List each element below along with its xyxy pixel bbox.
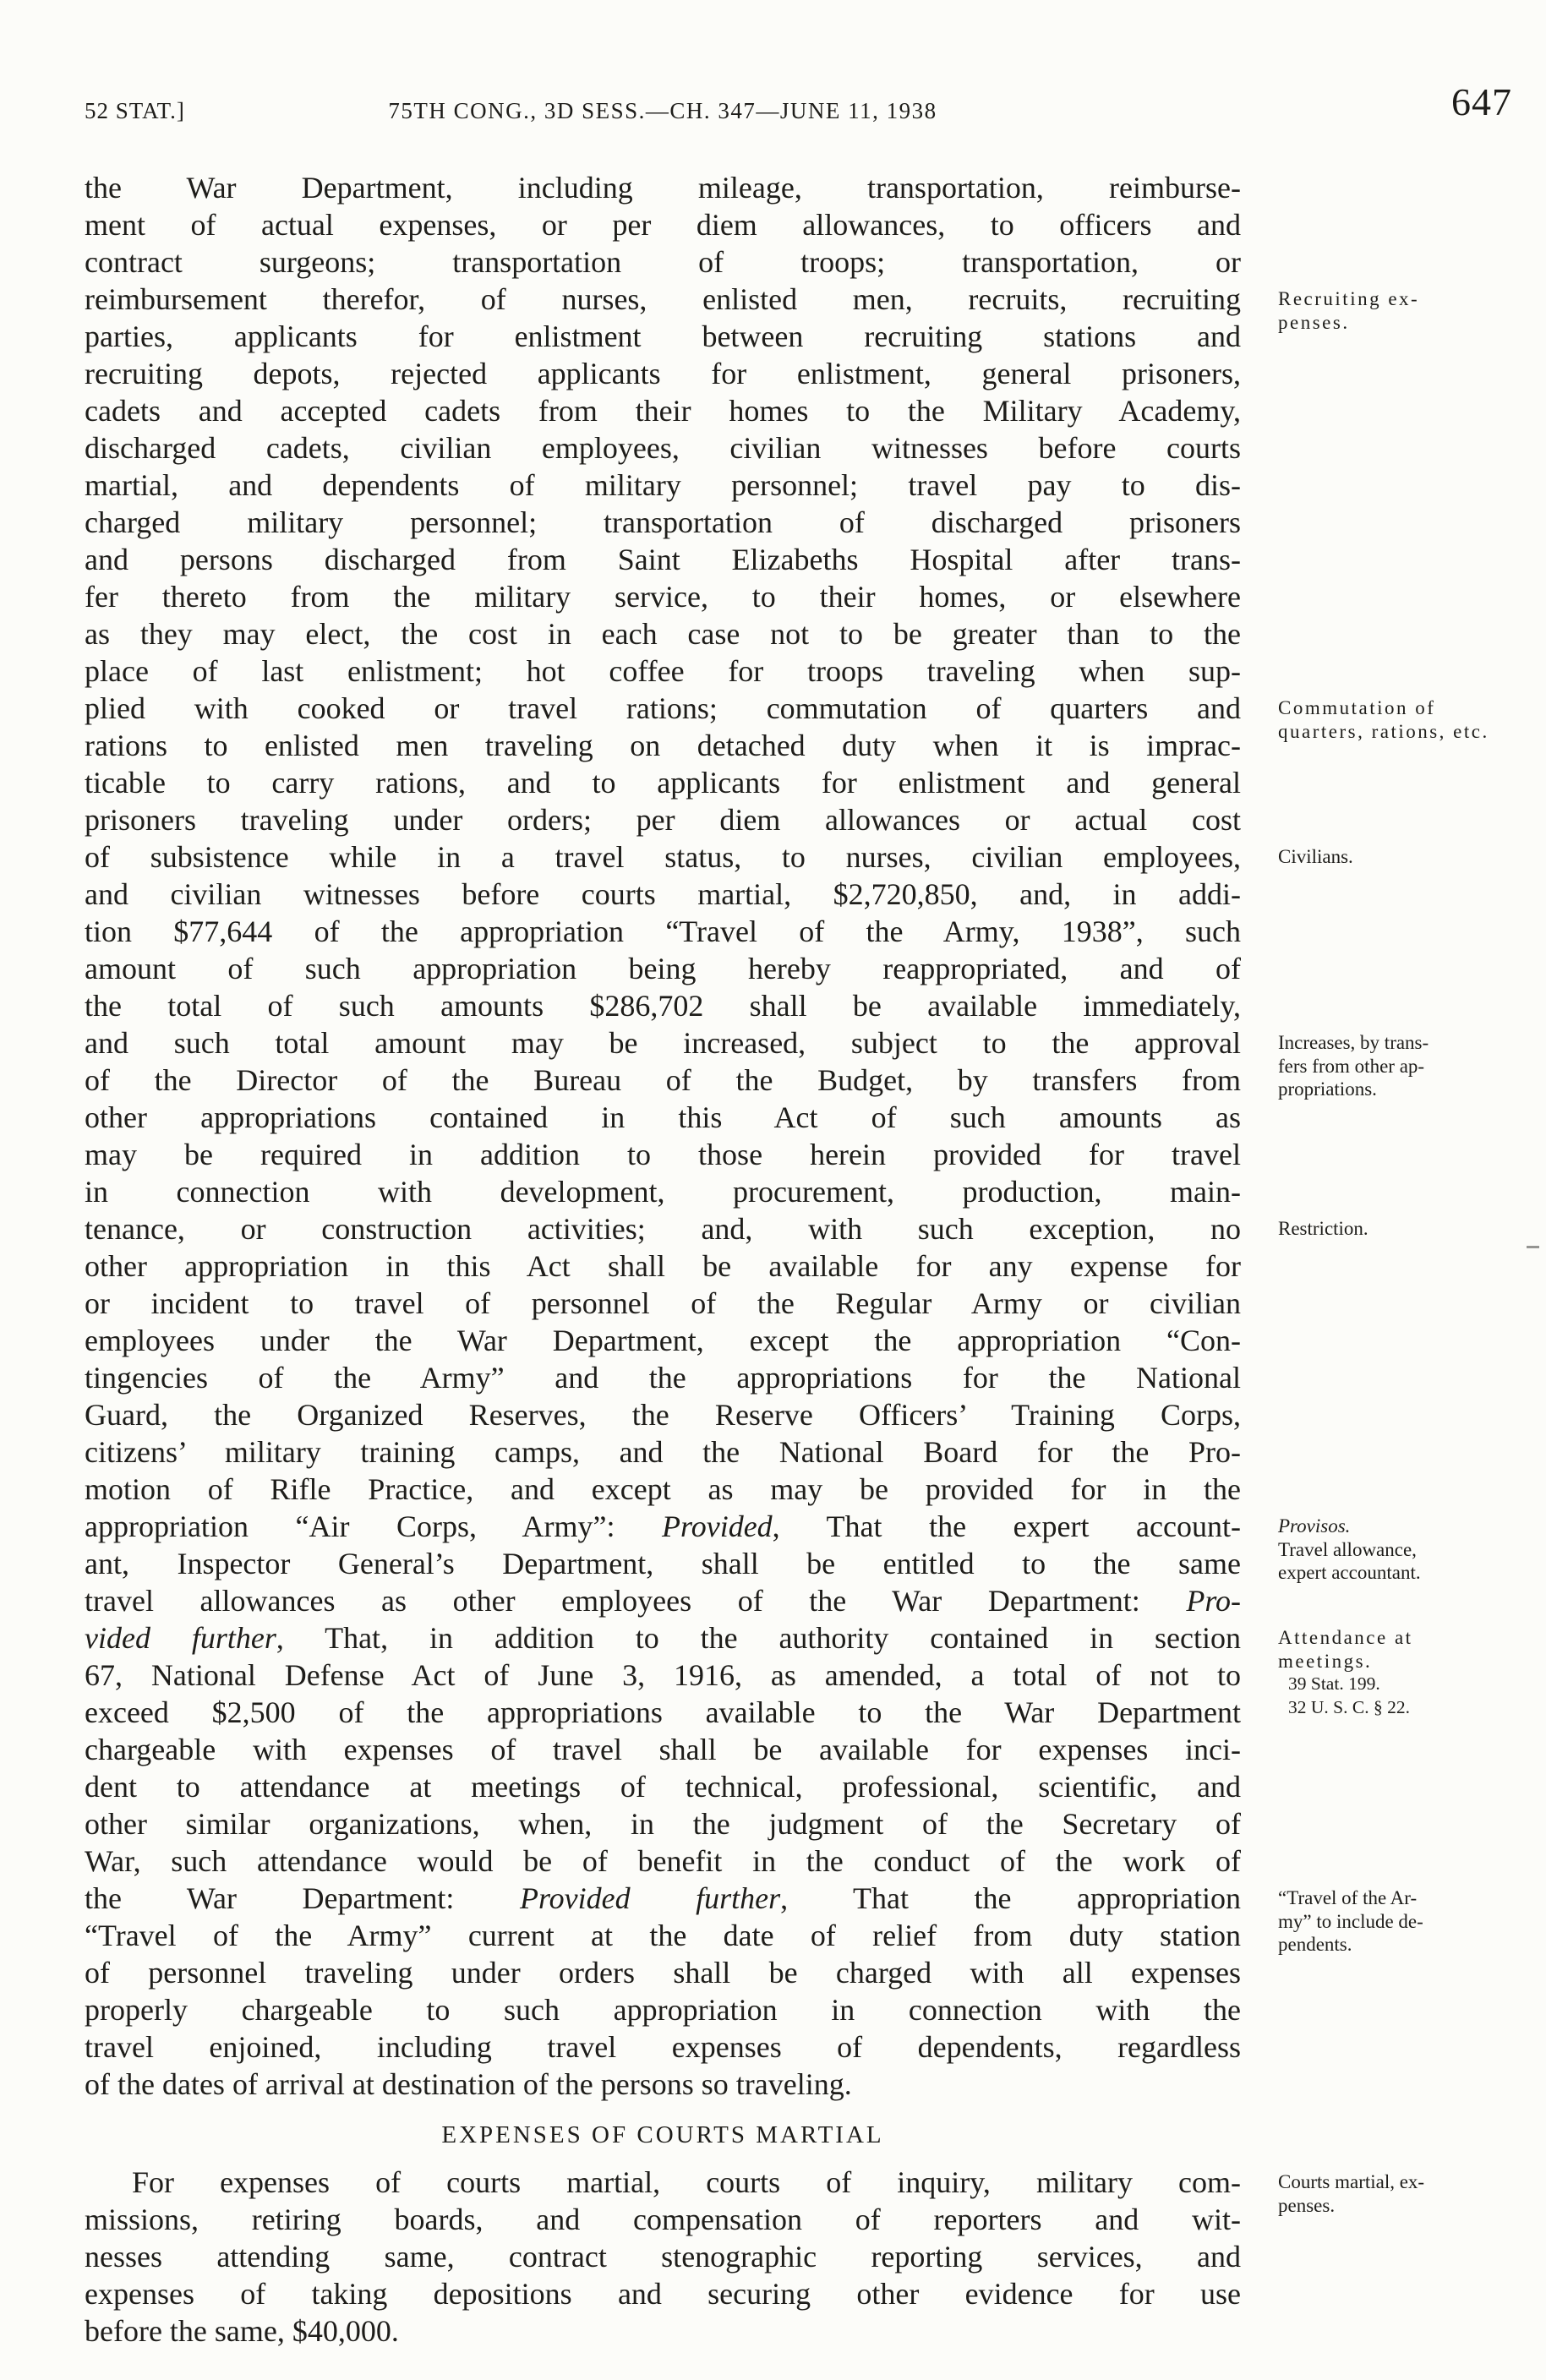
body-line: contract surgeons; transportation of troops; transportation, or (85, 245, 1241, 279)
body-line: reimbursement therefor, of nurses, enlisted men, recruits, recruiting (85, 282, 1241, 316)
body-line: missions, retiring boards, and compensation of reporters and wit- (85, 2203, 1241, 2236)
body-line: plied with cooked or travel rations; commutation of quarters and (85, 691, 1241, 725)
body-line: the War Department: Provided further, That the appropriation (85, 1881, 1241, 1915)
margin-note-line: expert accountant. (1278, 1562, 1421, 1583)
margin-note (1278, 1031, 1533, 1101)
body-line: of subsistence while in a travel status, to nurses, civilian employees, (85, 840, 1241, 874)
body-line: the War Department, including mileage, transportation, reimburse- (85, 171, 1241, 205)
body-line: tingencies of the Army” and the appropriations for the National (85, 1361, 1241, 1395)
body-line: chargeable with expenses of travel shall be available for expenses inci- (85, 1733, 1241, 1766)
margin-note-line: quarters, rations, etc. (1278, 720, 1489, 742)
body-line: motion of Rifle Practice, and except as may be provided for in the (85, 1472, 1241, 1506)
running-header (0, 80, 1546, 135)
body-line: amount of such appropriation being hereby reappropriated, and of (85, 952, 1241, 985)
scan-artifact-mark (1527, 1246, 1539, 1248)
body-line: before the same, $40,000. (85, 2314, 399, 2348)
stat-volume-label: 52 STAT.] (85, 98, 185, 123)
margin-note (1278, 2170, 1533, 2217)
body-line: ant, Inspector General’s Department, shall be entitled to the same (85, 1547, 1241, 1580)
body-line: other similar organizations, when, in the judgment of the Secretary of (85, 1807, 1241, 1841)
margin-note-line: Increases, by trans- (1278, 1032, 1429, 1053)
body-line: prisoners traveling under orders; per diem allowances or actual cost (85, 803, 1241, 837)
margin-note (1278, 845, 1533, 869)
margin-note-line: Attendance at (1278, 1627, 1413, 1648)
body-line: exceed $2,500 of the appropriations available to the War Department (85, 1695, 1241, 1729)
body-line: appropriation “Air Corps, Army”: Provided, That the expert account- (85, 1509, 1241, 1543)
margin-note-line: Civilians. (1278, 846, 1353, 867)
section-heading: EXPENSES OF COURTS MARTIAL (441, 2121, 884, 2148)
body-line: employees under the War Department, except the appropriation “Con- (85, 1324, 1241, 1357)
body-line: other appropriation in this Act shall be available for any expense for (85, 1249, 1241, 1283)
body-line: recruiting depots, rejected applicants for enlistment, general prisoners, (85, 357, 1241, 390)
body-line: rations to enlisted men traveling on detached duty when it is imprac- (85, 729, 1241, 762)
page-content (0, 169, 1546, 2350)
body-line: travel allowances as other employees of the War Department: Pro- (85, 1584, 1241, 1618)
body-line: For expenses of courts martial, courts of inquiry, military com- (132, 2165, 1241, 2199)
body-line: vided further, That, in addition to the authority contained in section (85, 1621, 1241, 1655)
body-line: other appropriations contained in this Act of such amounts as (85, 1100, 1241, 1134)
margin-note-line: Restriction. (1278, 1218, 1368, 1239)
margin-notes (1278, 169, 1533, 2350)
body-text (85, 169, 1241, 2350)
body-line: as they may elect, the cost in each case not to be greater than to the (85, 617, 1241, 651)
margin-note-line: fers from other ap- (1278, 1055, 1425, 1077)
body-line: of the dates of arrival at destination of the persons so traveling. (85, 2067, 852, 2101)
body-line: tion $77,644 of the appropriation “Travel of the Army, 1938”, such (85, 914, 1241, 948)
body-line: discharged cadets, civilian employees, civilian witnesses before courts (85, 431, 1241, 465)
body-line: may be required in addition to those herein provided for travel (85, 1138, 1241, 1171)
margin-note-line: 32 U. S. C. § 22. (1288, 1696, 1410, 1717)
margin-note (1278, 696, 1533, 743)
margin-note-line: Recruiting ex- (1278, 288, 1420, 309)
margin-note-line: “Travel of the Ar- (1278, 1887, 1418, 1908)
body-line: 67, National Defense Act of June 3, 1916, as amended, a total of not to (85, 1658, 1241, 1692)
body-line: dent to attendance at meetings of technical, professional, scientific, and (85, 1770, 1241, 1804)
margin-note-line: my” to include de- (1278, 1910, 1423, 1932)
body-line: travel enjoined, including travel expenses of dependents, regardless (85, 2030, 1241, 2064)
body-line: ment of actual expenses, or per diem allowances, to officers and (85, 208, 1241, 242)
body-line: and persons discharged from Saint Elizabeths Hospital after trans- (85, 543, 1241, 576)
margin-note-line: Commutation of (1278, 697, 1436, 718)
body-line: the total of such amounts $286,702 shall be available immediately, (85, 989, 1241, 1023)
margin-note (1278, 1886, 1533, 1957)
margin-note (1278, 1515, 1533, 1585)
body-line: and such total amount may be increased, subject to the approval (85, 1026, 1241, 1060)
body-line: martial, and dependents of military personnel; travel pay to dis- (85, 468, 1241, 502)
body-line: place of last enlistment; hot coffee for troops traveling when sup- (85, 654, 1241, 688)
margin-note-line: pendents. (1278, 1934, 1352, 1955)
body-line: of the Director of the Bureau of the Budget, by transfers from (85, 1063, 1241, 1097)
body-line: and civilian witnesses before courts martial, $2,720,850, and, in addi- (85, 877, 1241, 911)
page-number: 647 (1451, 80, 1512, 123)
body-line: fer thereto from the military service, to their homes, or elsewhere (85, 580, 1241, 614)
margin-note (1278, 1626, 1533, 1719)
body-line: of personnel traveling under orders shall be charged with all expenses (85, 1956, 1241, 1990)
body-line: ticable to carry rations, and to applicants for enlistment and general (85, 766, 1241, 800)
body-line: War, such attendance would be of benefit in the conduct of the work of (85, 1844, 1241, 1878)
body-line: expenses of taking depositions and securing other evidence for use (85, 2277, 1241, 2311)
body-line: or incident to travel of personnel of the Regular Army or civilian (85, 1286, 1241, 1320)
body-line: properly chargeable to such appropriation in connection with the (85, 1993, 1241, 2027)
body-line: charged military personnel; transportation of discharged prisoners (85, 505, 1241, 539)
margin-note-line: Courts martial, ex- (1278, 2171, 1425, 2192)
margin-note-line: propriations. (1278, 1078, 1377, 1100)
margin-note-line: penses. (1278, 311, 1350, 333)
margin-note-line: Provisos. (1278, 1515, 1351, 1537)
body-line: parties, applicants for enlistment between recruiting stations and (85, 319, 1241, 353)
margin-note-line: 39 Stat. 199. (1288, 1673, 1380, 1694)
margin-note-line: meetings. (1278, 1650, 1373, 1672)
margin-note-line: Travel allowance, (1278, 1538, 1417, 1560)
body-line: citizens’ military training camps, and the National Board for the Pro- (85, 1435, 1241, 1469)
body-line: “Travel of the Army” current at the date of relief from duty station (85, 1919, 1241, 1952)
body-line: Guard, the Organized Reserves, the Reserve Officers’ Training Corps, (85, 1398, 1241, 1432)
body-line: tenance, or construction activities; and, with such exception, no (85, 1212, 1241, 1246)
margin-note (1278, 1217, 1533, 1241)
margin-note-line: penses. (1278, 2194, 1336, 2216)
congress-session-title: 75TH CONG., 3D SESS.—CH. 347—JUNE 11, 1938 (388, 98, 937, 123)
body-line: nesses attending same, contract stenographic reporting services, and (85, 2240, 1241, 2274)
body-line: cadets and accepted cadets from their homes to the Military Academy, (85, 394, 1241, 428)
body-line: in connection with development, procurement, production, main- (85, 1175, 1241, 1209)
margin-note (1278, 287, 1533, 334)
